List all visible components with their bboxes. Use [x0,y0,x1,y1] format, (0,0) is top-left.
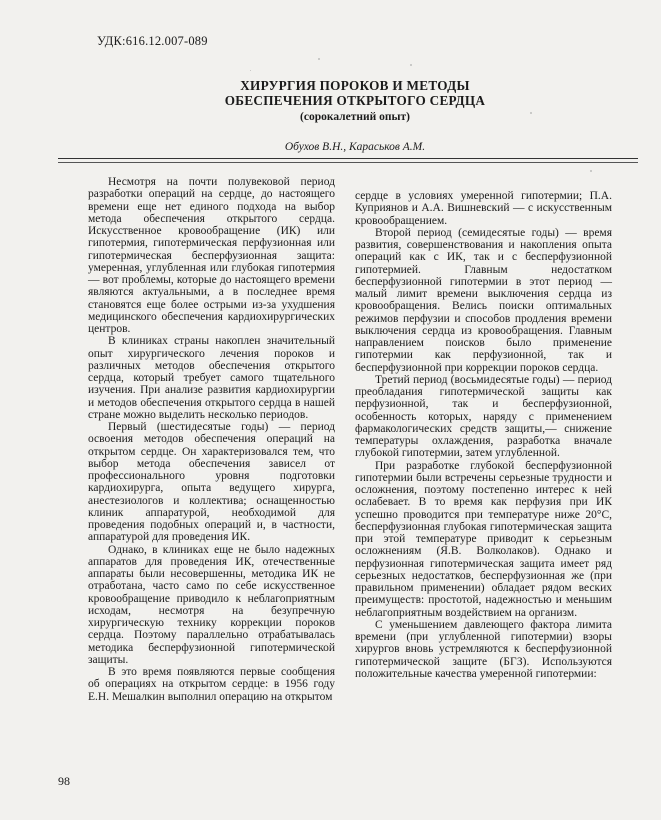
article-title-line: ХИРУРГИЯ ПОРОКОВ И МЕТОДЫ [240,78,470,93]
paragraph: Несмотря на почти полувековой период разработки операций на сердце, до настоящего времени еще нет единого подхода на выбор метода обеспечения открытого сердца. Искусственное кровообращение (ИК) или гипотермия, гипотермическая перфузионная или гипотермическая бесперфузионная защита: умеренная, углубленная или глубокая гипотермия — вот проблемы, которые до настоящего времени являются актуальными, а в последнее время становятся еще более острыми из-за ухудшения медицинского обеспечения кардиохирургических центров. [88,176,335,335]
udk-code: УДК:616.12.007-089 [97,34,208,48]
paragraph: Первый (шестидесятые годы) — период освоения методов обеспечения операций на открытом сердце. Он характеризовался тем, что выбор метода обеспечения зависел от профессионального уровня подготовки кардиохирурга, опыта ведущего хирурга, анестезиологов и коллектива; оснащенностью клиник аппаратурой, необходимой для проведения подобных операций и, в частности, аппаратурой для проведения ИК. [88,421,335,544]
scan-speck [590,170,592,172]
page-number: 98 [58,774,70,788]
scan-speck [250,70,251,71]
paragraph: В клиниках страны накоплен значительный опыт хирургического лечения пороков и различных методов обеспечения открытого сердца, который требует самого тщательного изучения. При анализе развития кардиохирургии и методов обеспечения открытого сердца в нашей стране можно выделить несколько периодов. [88,335,335,421]
paragraph: В это время появляются первые сообщения об операциях на открытом сердце: в 1956 году Е.Н. Мешалкин выполнил операцию на открытом [88,666,335,703]
article-authors: Обухов В.Н., Караськов А.М. [284,141,426,153]
left-text-column [88,176,335,703]
article-subtitle: (сорокалетний опыт) [300,111,410,123]
scan-speck [410,64,412,66]
paragraph: Третий период (восьмидесятые годы) — период преобладания гипотермической защиты как перфузионной, так и бесперфузионной, особенность которых, наряду с применением фармакологических средств защиты,— снижение температуры охлаждения, разработка вначале глубокой гипотермии, затем углубленной. [355,373,612,460]
article-title-block [120,78,590,124]
paragraph: Второй период (семидесятые годы) — время развития, совершенствования и накопления опыта операций как с ИК, так и с бесперфузионной гипотермией. Главным недостатком бесперфузионной гипотермии в этот период — малый лимит времени выключения сердца из кровообращения. Велись поиски оптимальных режимов перфузии и способов продления времени выключения сердца из кровообращения. Главным направлением поисков было применение гипотермии как перфузионной, так и бесперфузионной при коррекции пороков сердца. [355,226,612,374]
paragraph: С уменьшением давлеющего фактора лимита времени (при углубленной гипотермии) взоры хирургов вновь устремляются к бесперфузионной гипотермической защите (БГЗ). Используются положительные качества умеренной гипотермии: [355,618,612,680]
paragraph: Однако, в клиниках еще не было надежных аппаратов для проведения ИК, отечественные аппараты были несовершенны, методика ИК не отработана, часто само по себе искусственное кровообращение приводило к неблагоприятным исходам, несмотря на безупречную хирургическую технику коррекции пороков сердца. Поэтому параллельно отрабатывалась методика бесперфузионной гипотермической защиты. [88,543,335,666]
header-divider [58,158,638,159]
paragraph: сердце в условиях умеренной гипотермии; П.А. Куприянов и А.А. Вишневский — с искусственным кровообращением. [355,190,612,227]
paragraph: При разработке глубокой бесперфузионной гипотермии были встречены серьезные трудности и осложнения, поэтому постепенно интерес к ней ослабевает. В то время как перфузия при ИК успешно проводится при температуре ниже 20°С, бесперфузионная глубокая гипотермическая защита при этой температуре приводит к серьезным осложнениям (Я.В. Волколаков). Однако и перфузионная гипотермическая защита имеет ряд серьезных недостатков, бесперфузионная же (при правильном применении) обладает рядом веских преимуществ: простотой, надежностью и меньшим неблагоприятным воздействием на организм. [355,459,612,619]
article-title-line: ОБЕСПЕЧЕНИЯ ОТКРЫТОГО СЕРДЦА [224,93,486,108]
scan-speck [530,112,532,114]
header-divider [58,162,638,163]
right-text-column [355,190,612,680]
scan-speck [318,58,320,60]
